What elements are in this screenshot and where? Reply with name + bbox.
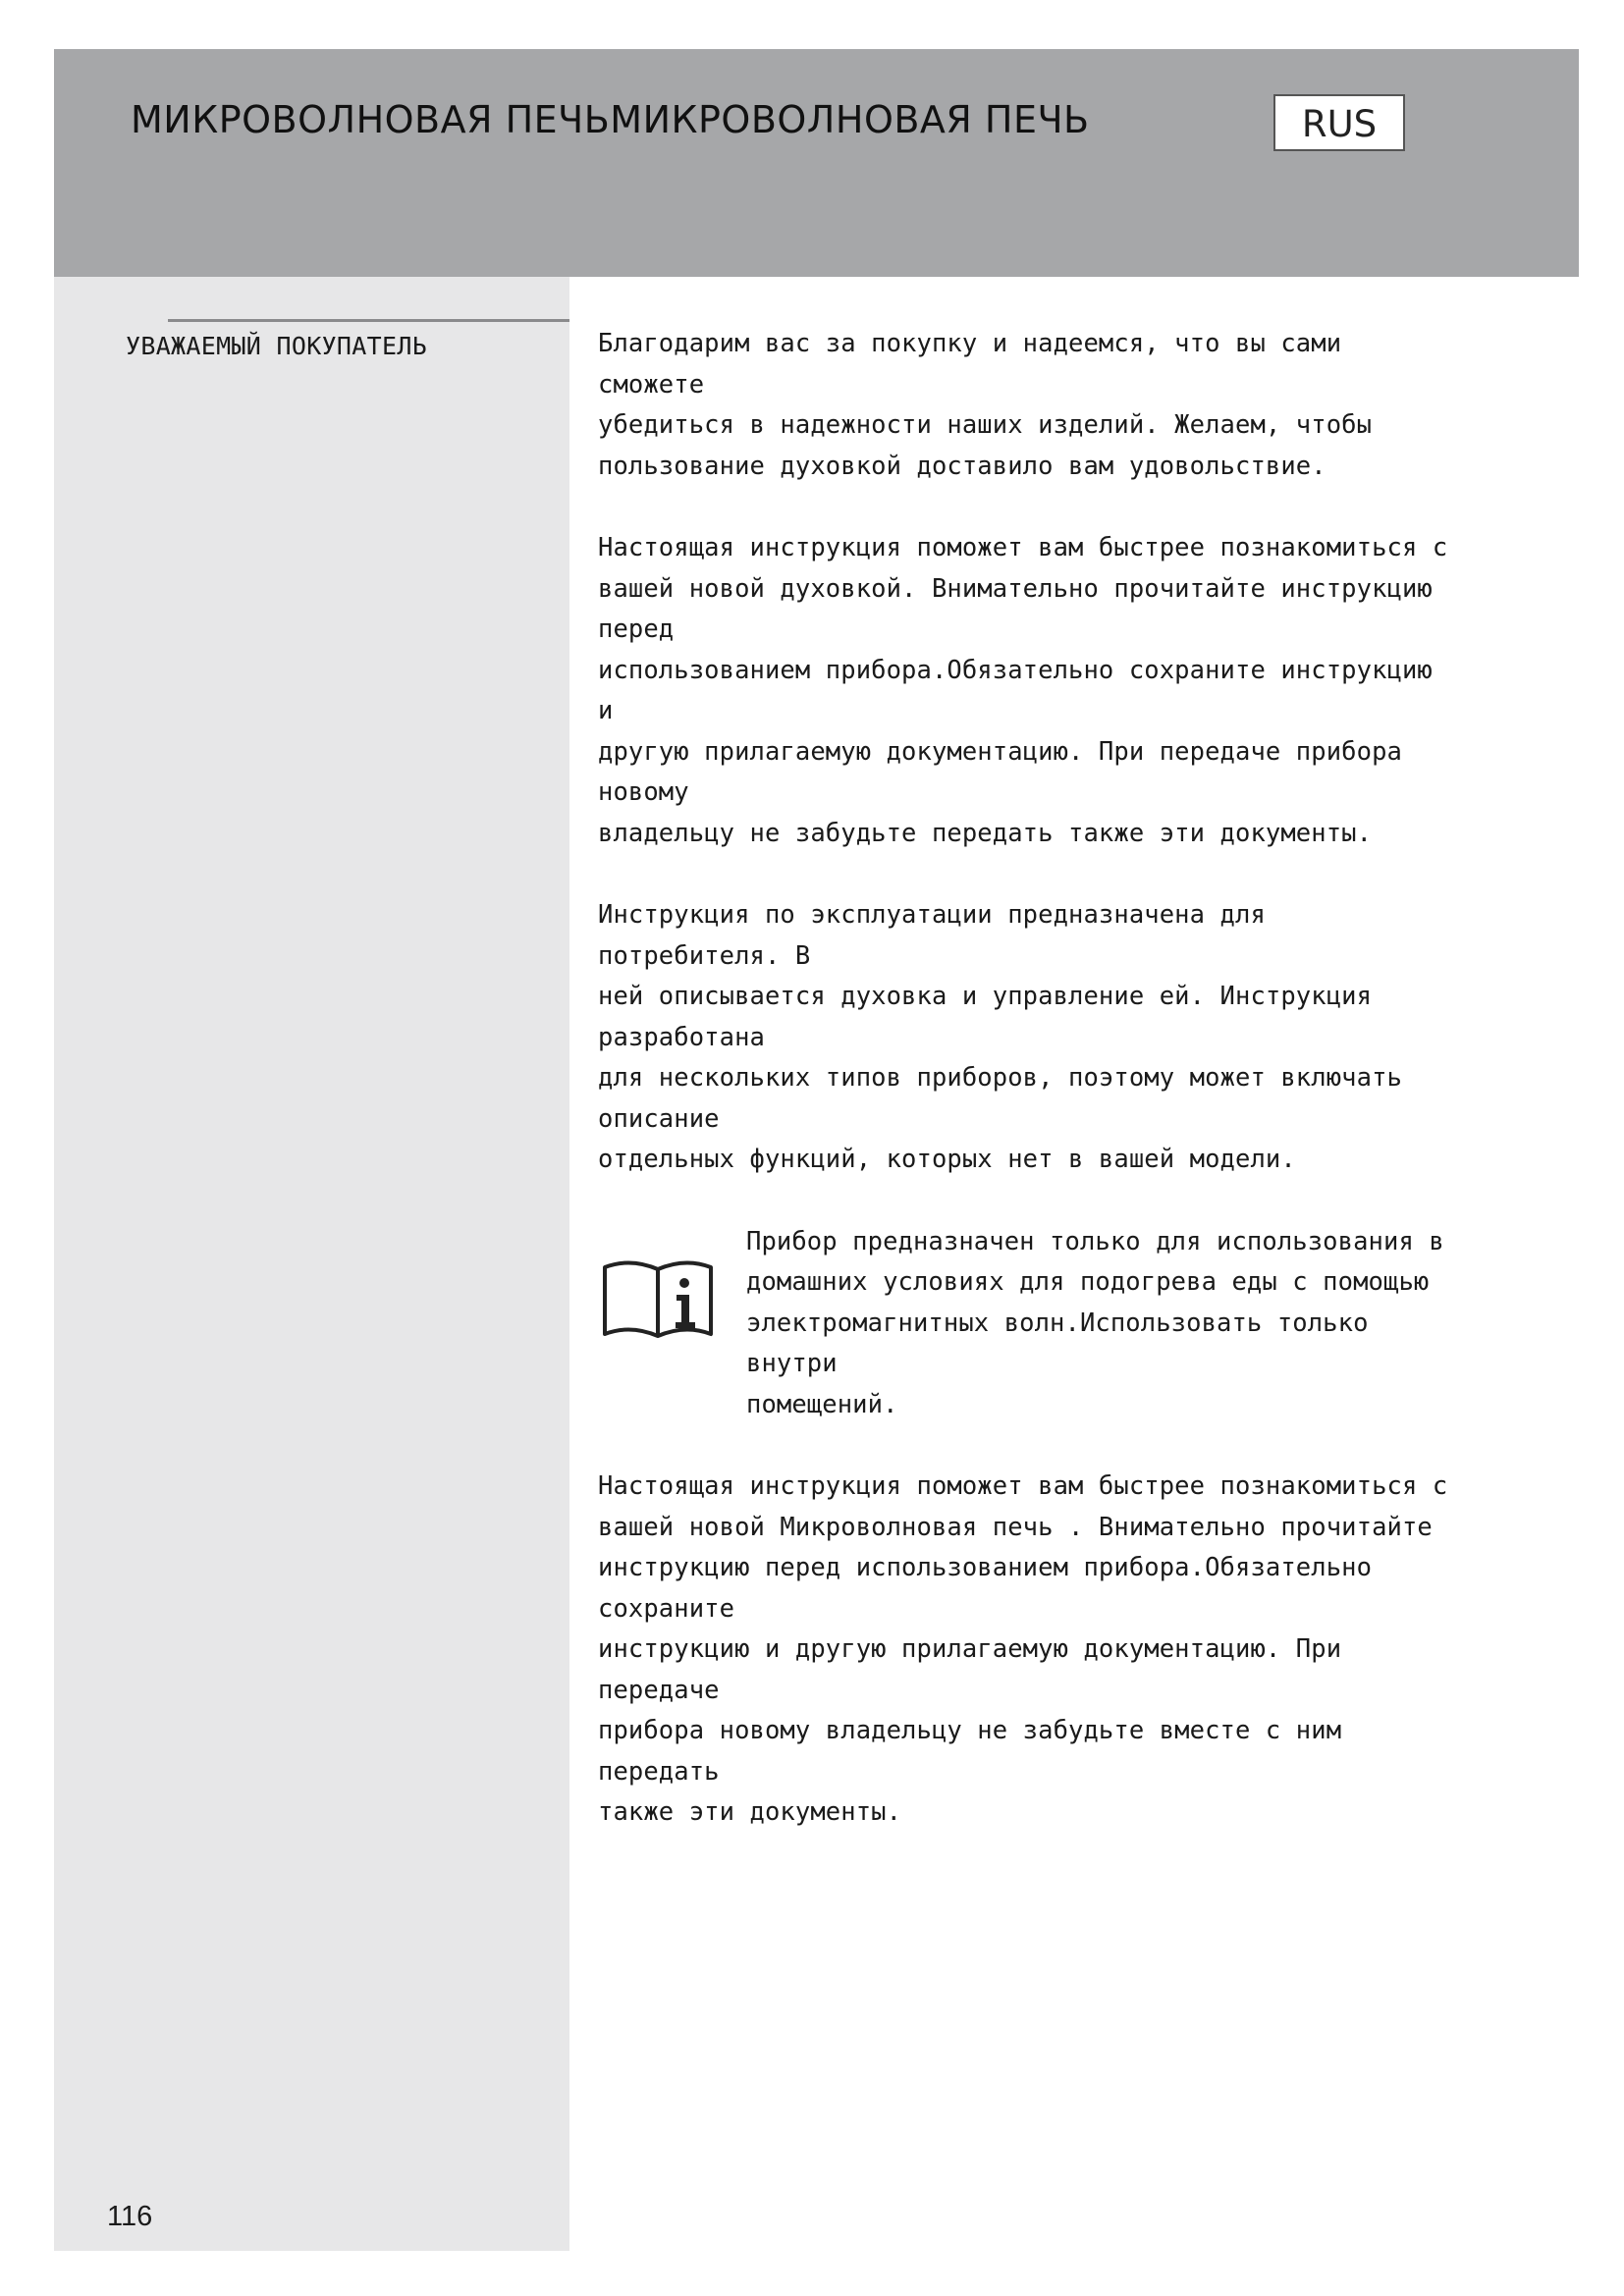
language-badge: RUS	[1273, 94, 1405, 151]
page-title: МИКРОВОЛНОВАЯ ПЕЧЬМИКРОВОЛНОВАЯ ПЕЧЬ	[131, 98, 1090, 141]
page-number: 116	[107, 2201, 153, 2232]
info-manual-icon	[601, 1252, 715, 1342]
usage-note	[598, 1222, 1462, 1426]
manual-scope-paragraph: Инструкция по эксплуатации предназначена для потребителя. В ней описывается духовка и управление ей. Инструкция разработана для нескольких типов приборов, поэтому может включать описание отдельных функций, которых нет в вашей модели.	[598, 900, 1402, 1174]
closing-paragraph: Настоящая инструкция поможет вам быстрее познакомиться с вашей новой Микроволновая печь . Внимательно прочитайте инструкцию перед использованием прибора.Обязательно сохраните инструкцию и другую прилагаемую документацию. При передаче прибора новому владельцу не забудьте вместе с ним передать также эти документы.	[598, 1471, 1448, 1827]
instruction-paragraph: Настоящая инструкция поможет вам быстрее познакомиться с вашей новой духовкой. Внимательно прочитайте инструкцию перед использованием прибора.Обязательно сохраните инструкцию и другую прилагаемую документацию. При передаче прибора новому владельцу не забудьте передать также эти документы.	[598, 533, 1448, 848]
main-content	[598, 324, 1462, 1875]
page-header	[54, 49, 1579, 277]
sidebar	[54, 277, 569, 2251]
intro-paragraph: Благодарим вас за покупку и надеемся, что вы сами сможете убедиться в надежности наших изделий. Желаем, чтобы пользование духовкой доставило вам удовольствие.	[598, 329, 1373, 481]
usage-note-text: Прибор предназначен только для использования в домашних условиях для подогрева еды с помощью электромагнитных волн.Использовать только внутри помещений.	[746, 1226, 1444, 1419]
section-heading: УВАЖАЕМЫЙ ПОКУПАТЕЛЬ	[126, 332, 428, 360]
section-divider	[168, 319, 569, 322]
